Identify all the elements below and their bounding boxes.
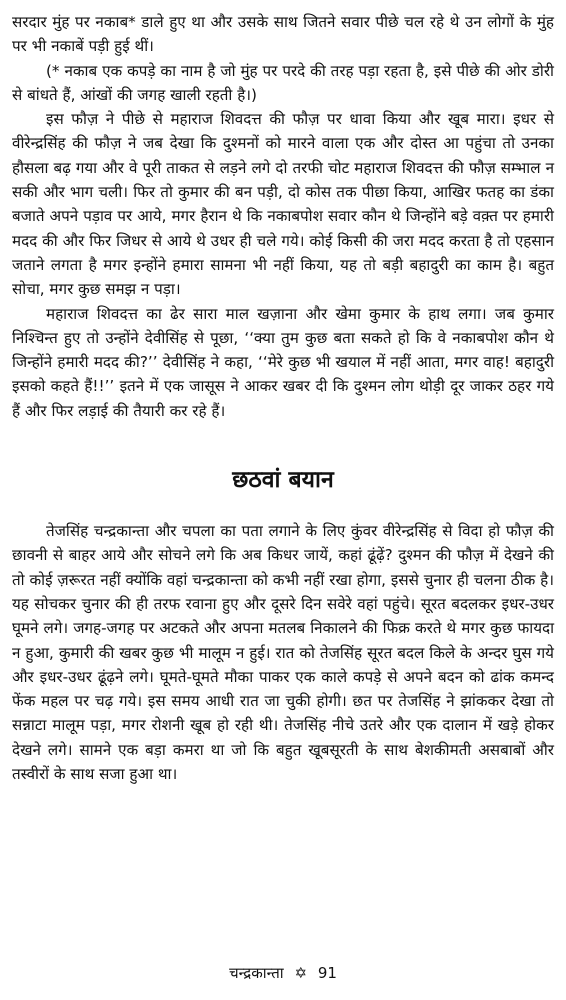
star-of-david-icon: ✡ (294, 964, 308, 982)
page-number: 91 (317, 964, 337, 982)
footnote: (* नकाब एक कपड़े का नाम है जो मुंह पर परदे की तरह पड़ा रहता है, इसे पीछे की ओर डोरी से बांधते हैं, आंखों की जगह खाली रहती है।) (12, 61, 554, 104)
paragraph-3: महाराज शिवदत्त का ढेर सारा माल खज़ाना और खेमा कुमार के हाथ लगा। जब कुमार निश्चिन्त हुए तो उन्होंने देवीसिंह से पूछा, ‘‘क्या तुम कुछ बता सकते हो कि वे नकाबपोश कौन थे जिन्होंने हमारी मदद की?’’ देवीसिंह ने कहा, ‘‘मेरे कुछ भी खयाल में नहीं आता, मगर वाह! बहादुरी इसको कहते हैं!!’’ इतने में एक जासूस ने आकर खबर दी कि दुश्मन लोग थोड़ी दूर जाकर ठहर गये हैं और फिर लड़ाई की तैयारी कर रहे हैं। (12, 304, 554, 420)
page-footer (0, 962, 566, 984)
paragraph-1: सरदार मुंह पर नकाब* डाले हुए था और उसके साथ जितने सवार पीछे चल रहे थे उन लोगों के मुंह पर भी नकाबें पड़ी हुई थीं। (12, 13, 554, 56)
chapter-title: छठवां बयान (232, 467, 334, 494)
paragraph-2: इस फौज़ ने पीछे से महाराज शिवदत्त की फौज़ पर धावा किया और खूब मारा। इधर से वीरेन्द्रसिंह की फौज़ ने जब देखा कि दुश्मनों को मारने वाला एक और दोस्त आ पहुंचा तो उनका हौसला बढ़ गया और वे पूरी ताकत से लड़ने लगे दो तरफी चोट महाराज शिवदत्त की फौज़ सम्भाल न सकी और भाग चली। फिर तो कुमार की बन पड़ी, दो कोस तक पीछा किया, आखिर फतह का डंका बजाते अपने पड़ाव पर आये, मगर हैरान थे कि नकाबपोश सवार कौन थे जिन्होंने बड़े वक़्त पर हमारी मदद की और फिर जिधर से आये थे उधर ही चले गये। कोई किसी की जरा मदद करता है तो एहसान जताने लगता है मगर इन्होंने हमारा सामना भी नहीं किया, यह तो बड़ी बहादुरी का काम है। बहुत सोचा, मगर कुछ समझ न पड़ा। (12, 110, 554, 299)
paragraph-4: तेजसिंह चन्द्रकान्ता और चपला का पता लगाने के लिए कुंवर वीरेन्द्रसिंह से विदा हो फौज़ की छावनी से बाहर आये और सोचने लगे कि अब किधर जायें, कहां ढूंढ़ें? दुश्मन की फौज़ में देखने की तो कोई ज़रूरत नहीं क्योंकि वहां चन्द्रकान्ता को कभी नहीं रखा होगा, इससे चुनार ही चलना ठीक है। यह सोचकर चुनार की ही तरफ रवाना हुए और दूसरे दिन सवेरे वहां पहुंचे। सूरत बदलकर इधर-उधर घूमने लगे। जगह-जगह पर अटकते और अपना मतलब निकालने की फिक्र करते थे मगर कुछ फायदा न हुआ, कुमारी की खबर कुछ भी मालूम न हुई। रात को तेजसिंह सूरत बदल किले के अन्दर घुस गये और इधर-उधर ढूंढ़ने लगे। घूमते-घूमते मौका पाकर एक काले कपड़े से अपने बदन को ढांक कमन्द फेंक महल पर चढ़ गये। इस समय आधी रात जा चुकी होगी। छत पर तेजसिंह ने झांककर देखा तो सन्नाटा मालूम पड़ा, मगर रोशनी खूब हो रही थी। तेजसिंह नीचे उतरे और एक दालान में खड़े होकर देखने लगे। सामने एक बड़ा कमरा था जो कि बहुत खूबसूरती के साथ बेशकीमती असबाबों और तस्वीरों के साथ सजा हुआ था। (12, 522, 554, 784)
footer-book-title: चन्द्रकान्ता (229, 964, 284, 982)
